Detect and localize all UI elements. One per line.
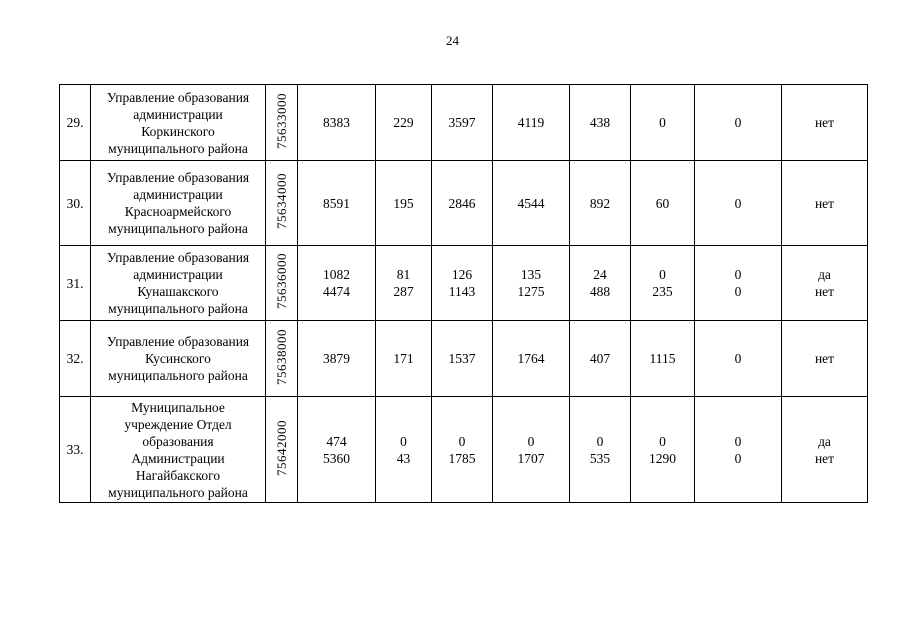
- organization-name-line: Муниципальное: [131, 399, 225, 415]
- value-cell: [570, 397, 631, 503]
- value-cell: [298, 161, 376, 246]
- organization-name-line: администрации: [133, 187, 223, 202]
- value-line: 0: [734, 267, 742, 282]
- value-cell: [493, 85, 570, 161]
- value-line: нет: [814, 450, 835, 466]
- organization-name-line: Управление образования: [106, 250, 250, 265]
- value-line: 1707: [517, 450, 545, 466]
- value-line: 4544: [517, 195, 545, 211]
- value-line: 488: [589, 284, 611, 299]
- value-line: 1115: [649, 351, 676, 366]
- organization-name-line: Нагайбакского: [135, 467, 221, 483]
- value-line: 0: [734, 115, 742, 130]
- value-line: 0: [458, 433, 466, 449]
- okato-code-text: 75638000: [274, 328, 289, 385]
- row-number: 30.: [60, 161, 91, 246]
- value-line: 3879: [323, 351, 350, 366]
- table-row: [60, 321, 868, 397]
- value-cell: [631, 397, 695, 503]
- value-cell: [570, 161, 631, 246]
- table-row: [60, 161, 868, 246]
- organization-name-line: муниципального района: [108, 301, 248, 316]
- data-table: [59, 84, 868, 503]
- value-line: 1785: [448, 450, 476, 466]
- table-row: [60, 246, 868, 321]
- value-cell: [782, 161, 868, 246]
- organization-name-line: Кунашакского: [137, 284, 219, 299]
- value-line: да: [818, 433, 831, 449]
- value-line: да: [818, 267, 831, 282]
- organization-name-line: муниципального района: [108, 140, 248, 156]
- value-line: 1082: [323, 267, 350, 282]
- value-cell: [493, 397, 570, 503]
- value-line: 1143: [448, 284, 476, 299]
- value-cell: [695, 397, 782, 503]
- value-line: 0: [734, 284, 742, 299]
- value-cell: [782, 321, 868, 397]
- organization-name: [91, 321, 266, 397]
- value-line: 135: [520, 267, 542, 282]
- value-cell: [570, 85, 631, 161]
- value-cell: [695, 85, 782, 161]
- value-cell: [570, 246, 631, 321]
- value-line: 0: [734, 351, 742, 366]
- okato-code: [266, 246, 298, 321]
- organization-name-line: Коркинского: [141, 123, 215, 139]
- value-line: 0: [734, 450, 742, 466]
- value-line: 438: [589, 115, 611, 130]
- okato-code: [266, 321, 298, 397]
- organization-name-line: муниципального района: [108, 368, 248, 383]
- organization-name-line: администрации: [133, 106, 223, 122]
- value-line: 0: [527, 433, 535, 449]
- row-number: 31.: [60, 246, 91, 321]
- organization-name: [91, 161, 266, 246]
- organization-name-line: Администрации: [131, 450, 225, 466]
- value-line: 126: [451, 267, 473, 282]
- value-cell: [298, 397, 376, 503]
- value-line: 43: [396, 450, 411, 466]
- value-line: 4119: [517, 115, 545, 130]
- table-body: [60, 85, 868, 503]
- value-cell: [782, 246, 868, 321]
- value-cell: [493, 161, 570, 246]
- value-cell: [298, 246, 376, 321]
- value-line: 8591: [323, 195, 350, 211]
- value-cell: [782, 85, 868, 161]
- row-number: 32.: [60, 321, 91, 397]
- value-line: 0: [734, 433, 742, 449]
- value-cell: [376, 85, 432, 161]
- organization-name: [91, 246, 266, 321]
- value-cell: [493, 246, 570, 321]
- value-cell: [298, 85, 376, 161]
- value-line: 4474: [323, 284, 350, 299]
- value-cell: [695, 321, 782, 397]
- okato-code-text: 75634000: [274, 173, 289, 229]
- value-line: 81: [396, 267, 411, 282]
- organization-name-line: Кусинского: [145, 351, 211, 366]
- table-row: [60, 85, 868, 161]
- page-number: 24: [446, 33, 459, 48]
- okato-code: [266, 85, 298, 161]
- value-line: 535: [589, 450, 611, 466]
- value-cell: [631, 246, 695, 321]
- value-cell: [782, 397, 868, 503]
- organization-name-line: муниципального района: [108, 484, 248, 500]
- organization-name: [91, 85, 266, 161]
- value-line: 0: [659, 433, 666, 449]
- value-line: 474: [326, 433, 347, 449]
- value-line: 235: [652, 284, 673, 299]
- value-cell: [695, 161, 782, 246]
- value-cell: [432, 161, 493, 246]
- organization-name-line: Управление образования: [106, 170, 250, 185]
- organization-name-line: Управление образования: [106, 334, 250, 349]
- value-line: 0: [400, 433, 407, 449]
- value-cell: [432, 85, 493, 161]
- value-line: нет: [814, 351, 835, 366]
- value-cell: [376, 161, 432, 246]
- value-line: 229: [393, 115, 414, 130]
- value-line: нет: [814, 284, 835, 299]
- value-line: 3597: [448, 115, 476, 130]
- table-row: [60, 397, 868, 503]
- organization-name-line: муниципального района: [108, 221, 248, 236]
- value-cell: [376, 321, 432, 397]
- value-cell: [570, 321, 631, 397]
- value-cell: [631, 161, 695, 246]
- value-cell: [432, 321, 493, 397]
- value-line: 8383: [323, 115, 350, 130]
- value-cell: [631, 85, 695, 161]
- value-line: 0: [596, 433, 604, 449]
- value-line: 407: [589, 351, 611, 366]
- value-line: нет: [814, 115, 835, 130]
- value-line: 0: [659, 115, 666, 130]
- value-line: 1290: [649, 450, 676, 466]
- okato-code-text: 75633000: [274, 92, 289, 149]
- value-cell: [376, 246, 432, 321]
- value-line: 0: [734, 195, 742, 211]
- value-line: 195: [393, 195, 414, 211]
- value-line: 0: [659, 267, 666, 282]
- row-number: 33.: [60, 397, 91, 503]
- value-cell: [376, 397, 432, 503]
- okato-code-text: 75642000: [274, 419, 289, 476]
- value-line: 60: [655, 195, 670, 211]
- value-cell: [298, 321, 376, 397]
- value-line: 1275: [517, 284, 545, 299]
- value-cell: [432, 397, 493, 503]
- organization-name-line: учреждение Отдел: [124, 416, 232, 432]
- value-cell: [432, 246, 493, 321]
- value-line: 892: [589, 195, 611, 211]
- value-line: нет: [814, 195, 835, 211]
- value-line: 5360: [323, 450, 350, 466]
- value-line: 2846: [448, 195, 476, 211]
- value-line: 24: [593, 267, 607, 282]
- value-line: 287: [393, 284, 414, 299]
- organization-name: [91, 397, 266, 503]
- okato-code: [266, 161, 298, 246]
- value-cell: [695, 246, 782, 321]
- organization-name-line: Красноармейского: [124, 204, 232, 219]
- row-number: 29.: [60, 85, 91, 161]
- value-cell: [493, 321, 570, 397]
- value-cell: [631, 321, 695, 397]
- okato-code: [266, 397, 298, 503]
- value-line: 1764: [517, 351, 545, 366]
- value-line: 171: [393, 351, 414, 366]
- organization-name-line: образования: [142, 433, 214, 449]
- value-line: 1537: [448, 351, 476, 366]
- organization-name-line: администрации: [133, 267, 223, 282]
- organization-name-line: Управление образования: [106, 89, 250, 105]
- okato-code-text: 75636000: [274, 253, 289, 309]
